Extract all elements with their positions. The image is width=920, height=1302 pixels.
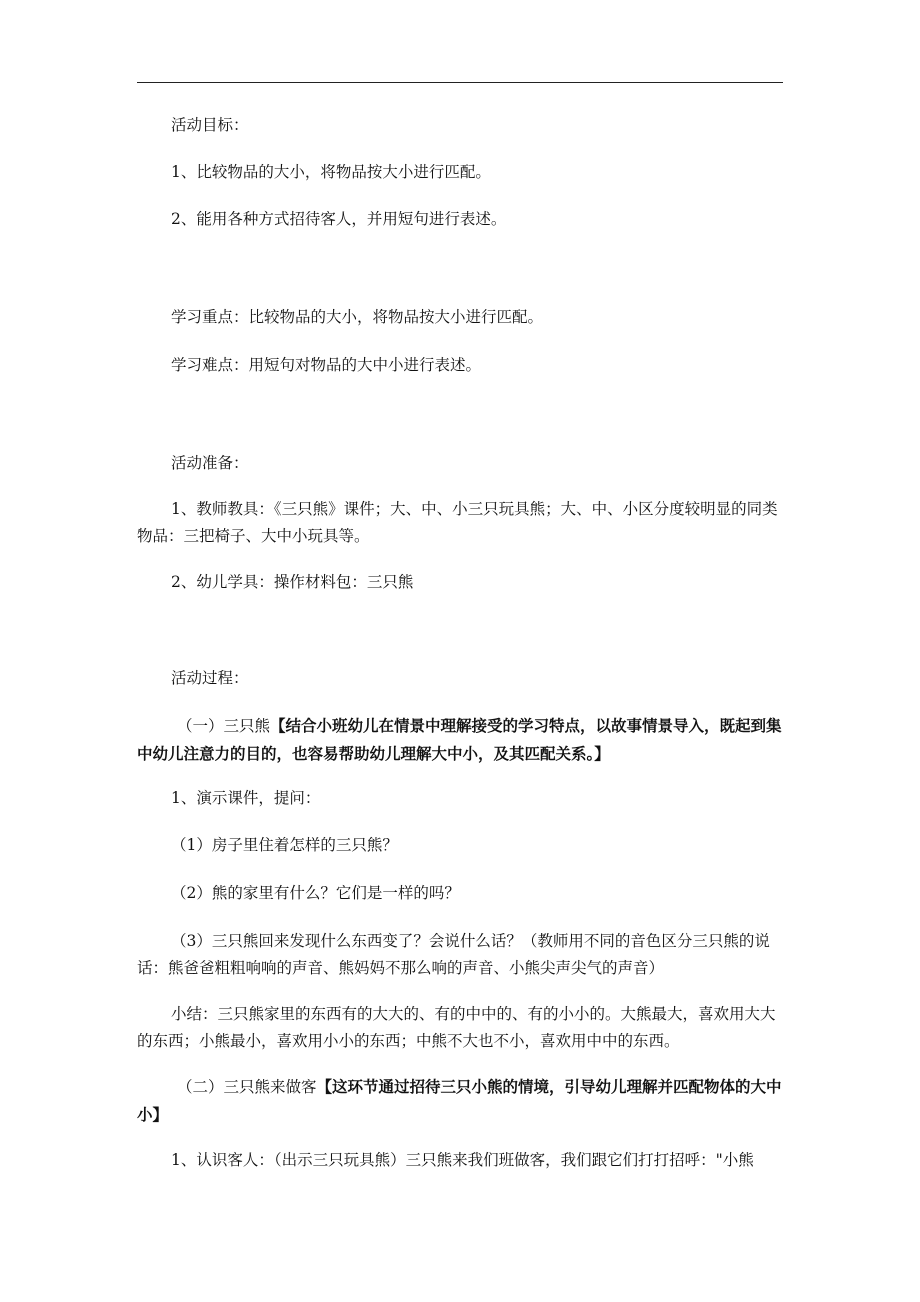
question-1: （1）房子里住着怎样的三只熊？ (171, 836, 398, 854)
heading-activity-process: 活动过程： (171, 669, 249, 687)
section-1-title: （一）三只熊 (177, 717, 271, 735)
heading-activity-prep: 活动准备： (171, 454, 249, 472)
summary: 小结：三只熊家里的东西有的大大的、有的中中的、有的小小的。大熊最大，喜欢用大大的东西；小熊最小，喜欢用小小的东西；中熊不大也不小，喜欢用中中的东西。 (137, 1005, 776, 1050)
step-1: 1、演示课件，提问： (171, 789, 321, 807)
section-2-note: 【这环节通过招待三只小熊的情境，引导幼儿理解并匹配物体的大中小】 (137, 1077, 782, 1124)
section-1 (137, 712, 783, 768)
header-rule (137, 82, 783, 83)
prep-item-1: 1、教师教具：《三只熊》课件；大、中、小三只玩具熊；大、中、小区分度较明显的同类物品：三把椅子、大中小玩具等。 (137, 500, 778, 545)
goal-item-1: 1、比较物品的大小，将物品按大小进行匹配。 (171, 163, 491, 181)
key-point: 学习重点：比较物品的大小，将物品按大小进行匹配。 (171, 308, 544, 326)
question-3: （3）三只熊回来发现什么东西变了？会说什么话？（教师用不同的音色区分三只熊的说话：熊爸爸粗粗响响的声音、熊妈妈不那么响的声音、小熊尖声尖气的声音） (137, 932, 770, 977)
section-1-note: 【结合小班幼儿在情景中理解接受的学习特点，以故事情景导入，既起到集中幼儿注意力的目的，也容易帮助幼儿理解大中小，及其匹配关系。】 (137, 716, 782, 763)
section-2 (137, 1073, 783, 1129)
goal-item-2: 2、能用各种方式招待客人，并用短句进行表述。 (171, 210, 507, 228)
section-2-title: （二）三只熊来做客 (177, 1078, 317, 1096)
step-2-intro: 1、认识客人：（出示三只玩具熊）三只熊来我们班做客，我们跟它们打打招呼："小熊 (171, 1151, 754, 1169)
question-2: （2）熊的家里有什么？它们是一样的吗？ (171, 884, 460, 902)
difficulty-point: 学习难点：用短句对物品的大中小进行表述。 (171, 356, 482, 374)
prep-item-2: 2、幼儿学具：操作材料包：三只熊 (171, 573, 414, 591)
heading-activity-goals: 活动目标： (171, 116, 249, 134)
